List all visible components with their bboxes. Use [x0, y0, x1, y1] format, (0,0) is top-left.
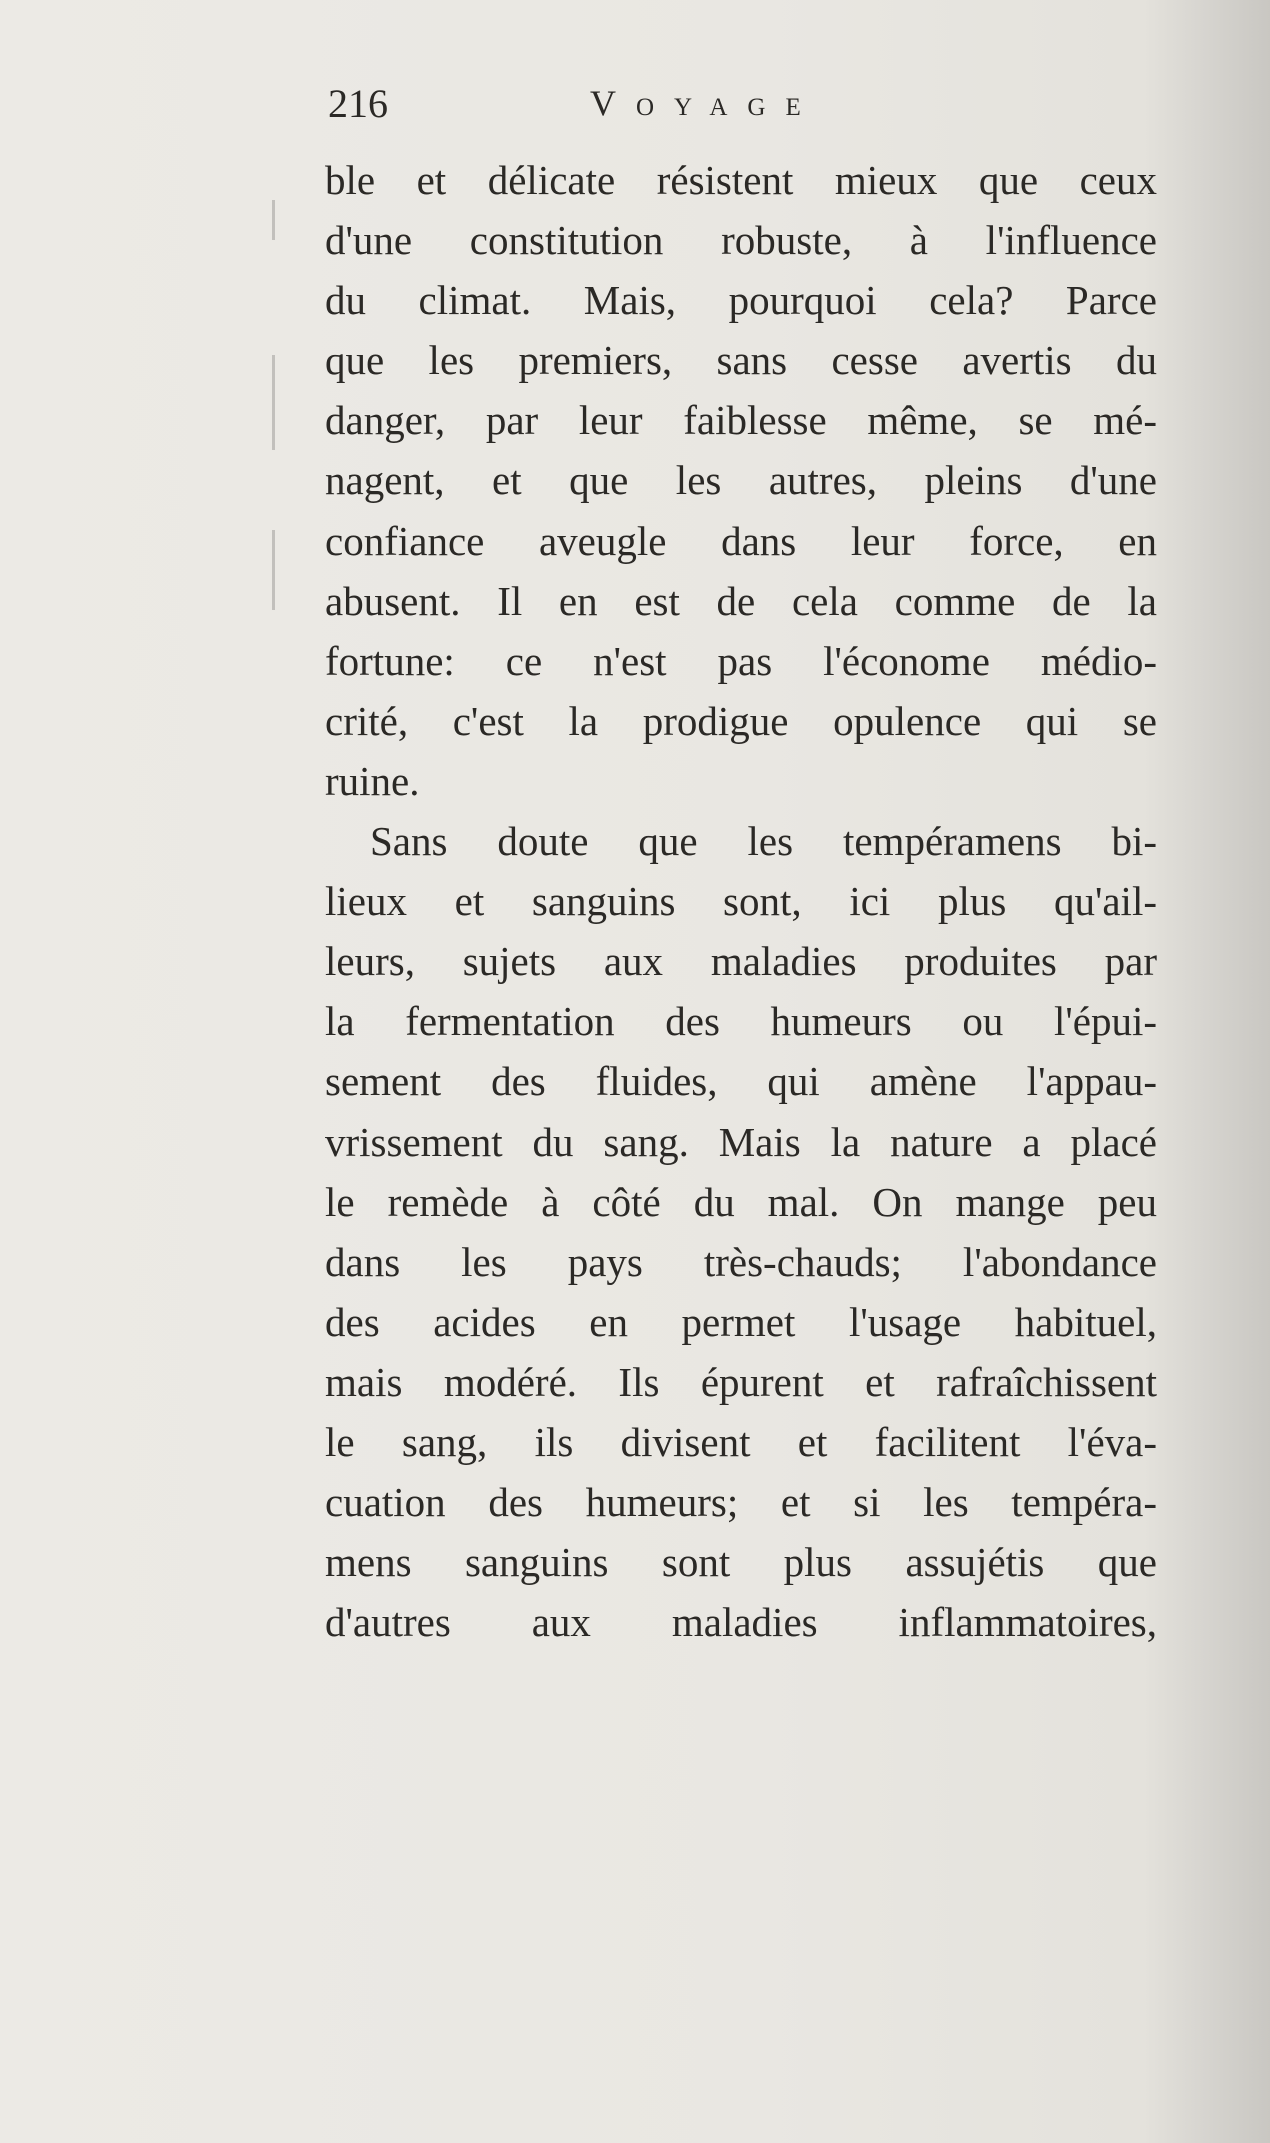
text-line: le remède à côté du mal. On mange peu — [325, 1178, 1157, 1225]
text-line: mens sanguins sont plus assujétis que — [325, 1539, 1157, 1586]
text-line: sement des fluides, qui amène l'appau- — [325, 1058, 1157, 1105]
text-line: fortune: ce n'est pas l'économe médio- — [325, 637, 1157, 684]
margin-mark — [272, 200, 275, 240]
page-body — [325, 150, 1157, 1652]
text-line: ruine. — [325, 757, 420, 804]
text-line: vrissement du sang. Mais la nature a placé — [325, 1118, 1157, 1165]
text-line: dans les pays très-chauds; l'abondance — [325, 1238, 1157, 1285]
text-line: abusent. Il en est de cela comme de la — [325, 577, 1157, 624]
text-line: lieux et sanguins sont, ici plus qu'ail- — [325, 878, 1157, 925]
text-line: cuation des humeurs; et si les tempéra- — [325, 1479, 1157, 1526]
margin-mark — [272, 530, 275, 610]
text-line: du climat. Mais, pourquoi cela? Parce — [325, 277, 1157, 324]
text-line: mais modéré. Ils épurent et rafraîchissent — [325, 1358, 1157, 1405]
text-line: leurs, sujets aux maladies produites par — [325, 938, 1157, 985]
text-line: ble et délicate résistent mieux que ceux — [325, 157, 1157, 203]
text-line: crité, c'est la prodigue opulence qui se — [325, 697, 1157, 744]
text-line: danger, par leur faiblesse même, se mé- — [325, 397, 1157, 444]
page-number: 216 — [328, 81, 388, 126]
text-line: Sans doute que les tempéramens bi- — [370, 818, 1157, 865]
text-line: d'autres aux maladies inflammatoires, — [325, 1599, 1157, 1646]
text-line: nagent, et que les autres, pleins d'une — [325, 457, 1157, 504]
running-title: Voyage — [590, 83, 821, 123]
text-line: le sang, ils divisent et facilitent l'éva- — [325, 1418, 1157, 1465]
paragraph — [325, 811, 1157, 1652]
margin-mark — [272, 355, 275, 450]
text-line: confiance aveugle dans leur force, en — [325, 517, 1157, 564]
text-line: la fermentation des humeurs ou l'épui- — [325, 998, 1157, 1045]
text-line: des acides en permet l'usage habituel, — [325, 1298, 1157, 1345]
page-header — [328, 80, 1158, 130]
paragraph — [325, 150, 1157, 811]
text-line: que les premiers, sans cesse avertis du — [325, 337, 1157, 384]
text-line: d'une constitution robuste, à l'influence — [325, 217, 1157, 264]
